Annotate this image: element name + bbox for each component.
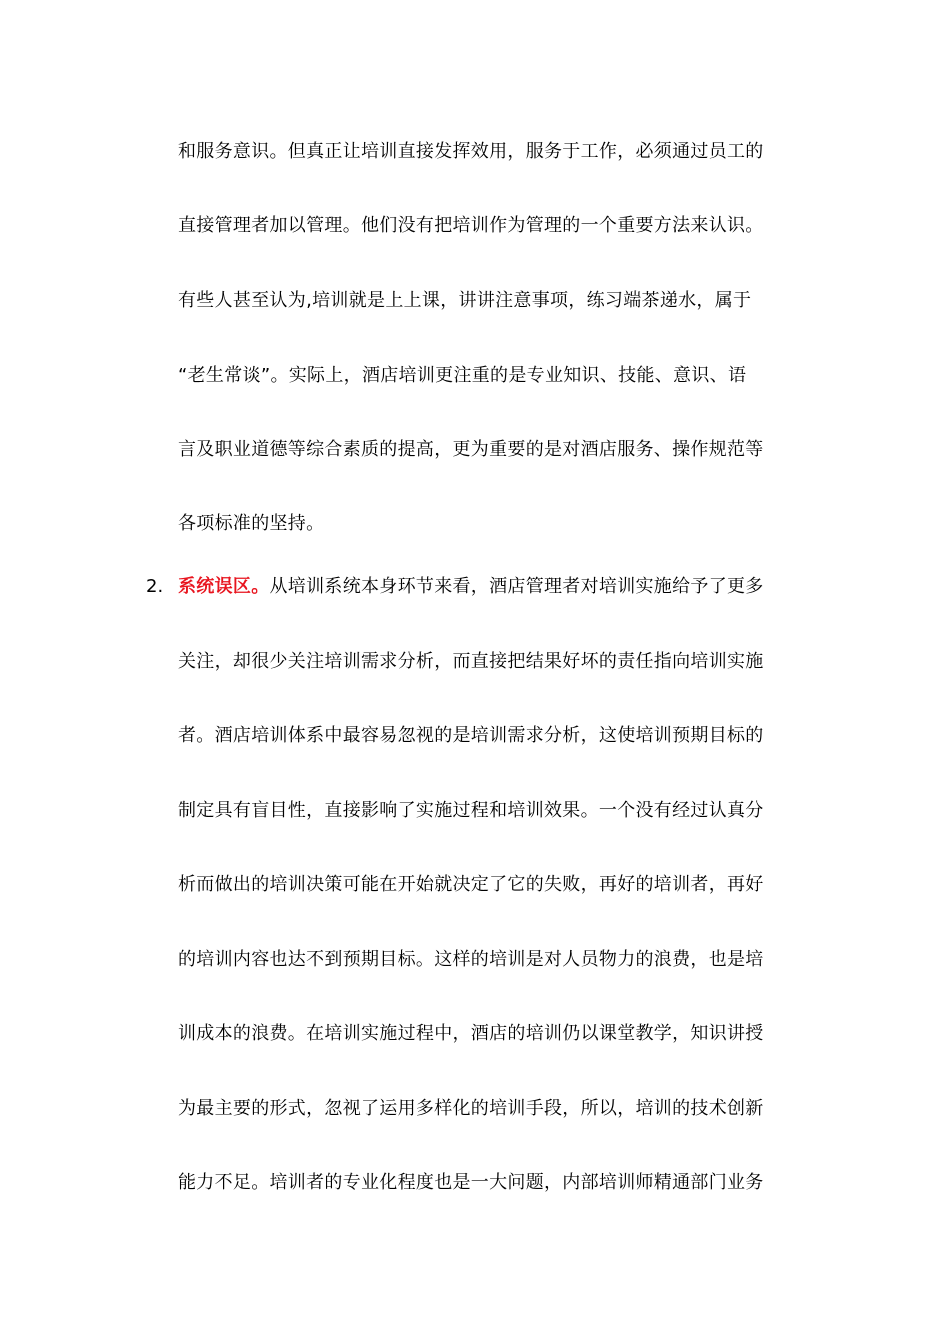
paragraph-line: 训成本的浪费。在培训实施过程中，酒店的培训仍以课堂教学，知识讲授 [178,1023,764,1044]
paragraph-line: 析而做出的培训决策可能在开始就决定了它的失败，再好的培训者，再好 [178,874,764,895]
list-item-first-line [178,575,818,599]
paragraph-line: 能力不足。培训者的专业化程度也是一大问题，内部培训师精通部门业务 [178,1172,764,1193]
paragraph-line: “老生常谈”。实际上，酒店培训更注重的是专业知识、技能、意识、语 [178,365,747,386]
paragraph-line: 的培训内容也达不到预期目标。这样的培训是对人员物力的浪费，也是培 [178,949,764,970]
paragraph-line: 关注，却很少关注培训需求分析，而直接把结果好坏的责任指向培训实施 [178,651,764,672]
list-item-text: 从培训系统本身环节来看，酒店管理者对培训实施给予了更多 [269,576,764,597]
paragraph-line: 者。酒店培训体系中最容易忽视的是培训需求分析，这使培训预期目标的 [178,725,764,746]
paragraph-line: 和服务意识。但真正让培训直接发挥效用，服务于工作，必须通过员工的 [178,141,764,162]
paragraph-line: 各项标准的坚持。 [178,513,325,534]
paragraph-line: 言及职业道德等综合素质的提高，更为重要的是对酒店服务、操作规范等 [178,439,764,460]
list-item-heading: 系统误区。 [178,576,270,597]
paragraph-line: 为最主要的形式，忽视了运用多样化的培训手段，所以，培训的技术创新 [178,1098,764,1119]
paragraph-line: 制定具有盲目性，直接影响了实施过程和培训效果。一个没有经过认真分 [178,800,764,821]
list-number: 2. [146,576,164,597]
paragraph-line: 直接管理者加以管理。他们没有把培训作为管理的一个重要方法来认识。 [178,215,764,236]
paragraph-line: 有些人甚至认为,培训就是上上课，讲讲注意事项，练习端茶递水，属于 [178,290,752,311]
